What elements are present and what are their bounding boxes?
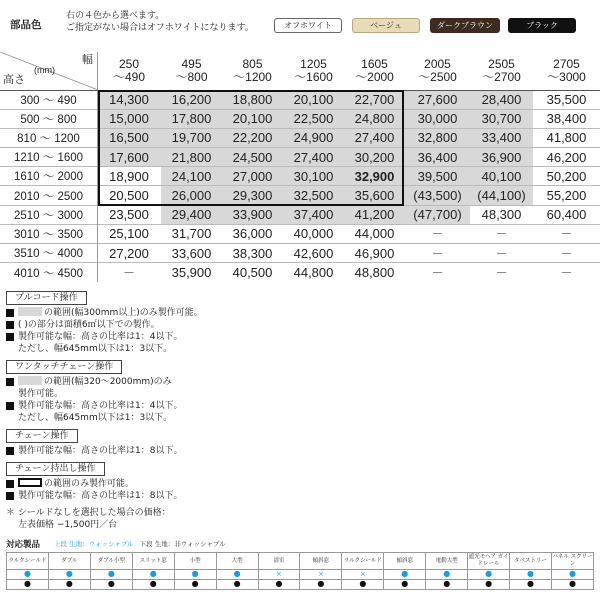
available-mark: ●	[359, 579, 367, 588]
compat-cell	[342, 570, 384, 580]
price-cell: 17,600	[97, 148, 161, 167]
price-cell: 22,200	[222, 128, 283, 147]
bullet-icon	[6, 402, 14, 410]
price-cell: 48,300	[470, 205, 533, 224]
price-cell: 27,400	[344, 128, 405, 147]
price-cell: 29,400	[161, 205, 222, 224]
price-cell: 44,800	[283, 263, 344, 282]
height-range-label: 810 〜 1200	[0, 128, 97, 147]
shield-price-note: 左表価格 −1,500円／台	[18, 520, 118, 530]
price-cell: 55,200	[533, 186, 600, 205]
height-range-label: 1610 〜 2000	[0, 167, 97, 186]
width-from: 2705	[553, 56, 580, 71]
compat-cell	[132, 570, 174, 580]
available-mark: ●	[485, 569, 493, 578]
price-cell: 33,600	[161, 244, 222, 263]
compat-cell	[258, 570, 300, 580]
available-mark: ●	[401, 579, 409, 588]
parts-color-title: 部品色	[10, 19, 42, 31]
price-cell: 35,600	[344, 186, 405, 205]
compat-header-cell: 傾斜窓	[300, 553, 342, 570]
price-cell: 48,800	[344, 263, 405, 282]
width-to: 〜2500	[418, 69, 457, 84]
bullet-icon	[6, 492, 14, 500]
price-cell: 20,100	[283, 90, 344, 109]
width-label: 幅	[82, 54, 93, 66]
price-cell: 36,000	[222, 224, 283, 243]
available-mark: ●	[23, 579, 31, 588]
price-table-body	[0, 90, 600, 282]
compat-legend: 上段 生地：ウォッシャブル 下段 生地：非ウォッシャブル	[54, 540, 226, 548]
available-mark: ●	[275, 579, 283, 588]
price-cell: 32,900	[344, 167, 405, 186]
price-cell: 42,600	[283, 244, 344, 263]
price-table	[0, 52, 600, 282]
price-cell: 20,100	[222, 109, 283, 128]
compat-header-cell: タペストリー	[510, 553, 552, 570]
price-cell: 46,900	[344, 244, 405, 263]
width-header-7	[533, 52, 600, 90]
compat-header-cell: スリット窓	[132, 553, 174, 570]
width-to: 〜490	[112, 69, 146, 84]
table-header-divider	[0, 90, 600, 91]
compat-cell	[90, 580, 132, 590]
price-cell: 20,500	[97, 186, 161, 205]
price-cell: 27,400	[283, 148, 344, 167]
available-mark: ●	[191, 579, 199, 588]
price-cell: 41,200	[344, 205, 405, 224]
height-range-label: 1210 〜 1600	[0, 148, 97, 167]
compat-header-cell: ラルクシールド	[7, 553, 49, 570]
width-header-0	[97, 52, 161, 90]
compat-header-cell: 小型	[174, 553, 216, 570]
height-range-label: 3510 〜 4000	[0, 244, 97, 263]
price-cell: 30,000	[405, 109, 470, 128]
height-range-label: 2010 〜 2500	[0, 186, 97, 205]
price-cell: 36,400	[405, 148, 470, 167]
bullet-icon	[6, 480, 14, 488]
compat-cell	[468, 570, 510, 580]
price-cell: 44,000	[344, 224, 405, 243]
available-mark: ●	[65, 569, 73, 578]
width-from: 2505	[488, 56, 515, 71]
swatch-off-white[interactable]: オフホワイト	[274, 18, 342, 33]
price-cell: 39,500	[405, 167, 470, 186]
width-from: 250	[118, 56, 140, 71]
table-corner	[0, 52, 97, 90]
not-available-mark: ×	[317, 569, 324, 578]
price-cell: 38,400	[533, 109, 600, 128]
width-header-5	[405, 52, 470, 90]
price-cell: 37,400	[283, 205, 344, 224]
price-row	[0, 90, 600, 109]
price-cell: 32,500	[283, 186, 344, 205]
price-row	[0, 224, 600, 243]
width-to: 〜2700	[482, 69, 521, 84]
swatch-beige[interactable]: ベージュ	[352, 18, 420, 33]
price-cell: －	[470, 244, 533, 263]
price-cell: 40,500	[222, 263, 283, 282]
bullet-icon	[6, 321, 14, 329]
unit-label: (mm)	[34, 65, 55, 75]
price-cell: 27,600	[405, 90, 470, 109]
chain-hold-title: チェーン持出し操作	[6, 462, 105, 476]
swatch-black[interactable]: ブラック	[508, 18, 576, 33]
width-header-1	[161, 52, 222, 90]
price-cell: －	[405, 244, 470, 263]
available-mark: ●	[149, 579, 157, 588]
notes-section: プルコード操作 の範囲(幅300mm以上)のみ製作可能。 ( )の部分は面積6㎡以下での製作。 製作可能な幅：高さの比率は1：4以下。 ただし、幅645mm以下は1：3以下。 ワンタッチチェーン操作 の範囲(幅320〜2000mm)のみ 製作可能。 製作可能な幅：高さの比率は1：4以下。 ただし、幅645mm以下は1：3以下。 チェーン操作 製作可能な幅：高さの比率は1：8以下。 チェーン持出し操作 の範囲のみ製作可能。 製作可能な幅：高さの比率は1：8以下。 ＊ シールドなしを選択した場合の価格： 左表価格 −1,500円／台	[6, 291, 306, 531]
compat-washable-row	[7, 570, 594, 580]
grey-range-sample	[18, 307, 42, 316]
available-mark: ●	[527, 579, 535, 588]
compat-cell	[216, 570, 258, 580]
compat-header-cell: 大型	[216, 553, 258, 570]
compat-header-cell: 傾斜窓	[384, 553, 426, 570]
width-header-6	[470, 52, 533, 90]
available-mark: ●	[65, 579, 73, 588]
compat-products-title: 対応製品	[6, 540, 41, 550]
compat-cell	[48, 580, 90, 590]
price-cell: 16,200	[161, 90, 222, 109]
available-mark: ●	[23, 569, 31, 578]
price-cell: 22,500	[283, 109, 344, 128]
compat-header-cell: 遮光モヘア ガイドレール	[468, 553, 510, 570]
price-cell: 30,100	[283, 167, 344, 186]
available-mark: ●	[569, 579, 576, 588]
grey-range-sample	[18, 376, 42, 385]
compat-header-cell: 浴室	[258, 553, 300, 570]
one-touch-chain-title: ワンタッチチェーン操作	[6, 360, 122, 374]
width-to: 〜800	[175, 69, 208, 84]
available-mark: ●	[233, 569, 241, 578]
compat-cell	[426, 570, 468, 580]
price-cell: 31,700	[161, 224, 222, 243]
compat-cell	[300, 580, 342, 590]
width-to: 〜1200	[233, 69, 272, 84]
price-cell: (47,700)	[405, 205, 470, 224]
compat-cell	[510, 570, 552, 580]
price-row	[0, 244, 600, 263]
height-range-label: 2510 〜 3000	[0, 205, 97, 224]
price-cell: 40,100	[470, 167, 533, 186]
price-cell: －	[470, 263, 533, 282]
available-mark: ●	[233, 579, 241, 588]
price-cell: －	[405, 224, 470, 243]
compat-cell	[132, 580, 174, 590]
available-mark: ●	[443, 569, 451, 578]
available-mark: ●	[317, 579, 325, 588]
price-row	[0, 263, 600, 282]
width-to: 〜1600	[294, 69, 333, 84]
price-cell: 24,500	[222, 148, 283, 167]
not-available-mark: ×	[276, 569, 282, 578]
compat-cell	[90, 570, 132, 580]
price-cell: 24,800	[344, 109, 405, 128]
width-header-2	[222, 52, 283, 90]
price-cell: 25,100	[97, 224, 161, 243]
available-mark: ●	[191, 569, 199, 578]
price-row	[0, 128, 600, 147]
price-row	[0, 186, 600, 205]
price-row	[0, 148, 600, 167]
compat-cell	[551, 580, 593, 590]
pull-cord-title: プルコード操作	[6, 291, 87, 305]
price-cell: 28,400	[470, 90, 533, 109]
price-row	[0, 167, 600, 186]
price-cell: 38,300	[222, 244, 283, 263]
bullet-icon	[6, 447, 14, 455]
price-cell: －	[470, 224, 533, 243]
available-mark: ●	[443, 579, 451, 588]
width-header-3	[283, 52, 344, 90]
price-cell: 40,000	[283, 224, 344, 243]
height-range-label: 500 〜 800	[0, 109, 97, 128]
bullet-icon	[6, 333, 14, 341]
price-cell: (43,500)	[405, 186, 470, 205]
price-cell: 35,500	[533, 90, 600, 109]
available-mark: ●	[149, 569, 157, 578]
price-cell: 15,000	[97, 109, 161, 128]
width-header-4	[344, 52, 405, 90]
price-cell: (44,100)	[470, 186, 533, 205]
price-cell: 35,900	[161, 263, 222, 282]
available-mark: ●	[107, 569, 115, 578]
height-range-label: 4010 〜 4500	[0, 263, 97, 282]
compat-cell	[342, 580, 384, 590]
compat-cell	[216, 580, 258, 590]
price-cell: 50,200	[533, 167, 600, 186]
compat-header-cell: ダブル	[48, 553, 90, 570]
parts-color-note: 右の４色から選べます。 ご指定がない場合はオフホワイトになります。	[66, 11, 254, 33]
width-to: 〜2000	[355, 69, 394, 84]
price-cell: 46,200	[533, 148, 600, 167]
price-cell: 21,800	[161, 148, 222, 167]
height-range-label: 300 〜 490	[0, 90, 97, 109]
price-cell: 27,200	[97, 244, 161, 263]
price-cell: 22,700	[344, 90, 405, 109]
compat-non-washable-row	[7, 580, 594, 590]
width-from: 1205	[300, 56, 327, 71]
compat-cell	[426, 580, 468, 590]
price-cell: 24,900	[283, 128, 344, 147]
bullet-icon	[6, 309, 14, 317]
not-available-mark: ×	[359, 569, 366, 578]
compat-header-cell: 電動大型	[426, 553, 468, 570]
compat-cell	[468, 580, 510, 590]
price-cell: 16,500	[97, 128, 161, 147]
shield-note: ＊ シールドなしを選択した場合の価格：	[6, 508, 171, 518]
swatch-dark-brown[interactable]: ダークブラウン	[430, 18, 500, 33]
price-cell: 23,500	[97, 205, 161, 224]
compat-cell	[7, 580, 49, 590]
parts-color-section	[6, 6, 594, 46]
price-cell: 17,800	[161, 109, 222, 128]
compat-header-cell: ラルクシールド	[342, 553, 384, 570]
outline-range-sample	[18, 478, 42, 487]
table-vertical-divider	[97, 52, 98, 282]
compat-cell	[258, 580, 300, 590]
price-row	[0, 109, 600, 128]
width-from: 805	[242, 56, 263, 71]
price-cell: 18,800	[222, 90, 283, 109]
height-label: 高さ	[3, 73, 25, 86]
compat-cell	[384, 580, 426, 590]
compat-header-row	[7, 553, 594, 570]
price-cell: －	[533, 263, 600, 282]
width-from: 495	[181, 56, 202, 71]
bullet-icon	[6, 378, 14, 386]
price-cell: －	[533, 224, 600, 243]
chain-title: チェーン操作	[6, 429, 78, 443]
price-cell: 30,700	[470, 109, 533, 128]
price-cell: 29,300	[222, 186, 283, 205]
price-cell: 32,800	[405, 128, 470, 147]
width-to: 〜3000	[547, 69, 586, 84]
available-mark: ●	[401, 569, 409, 578]
price-cell: －	[405, 263, 470, 282]
price-cell: 14,300	[97, 90, 161, 109]
compat-header-cell: ダブル小型	[90, 553, 132, 570]
price-cell: 27,000	[222, 167, 283, 186]
width-from: 2005	[424, 56, 451, 71]
width-header-row	[0, 52, 600, 90]
price-cell: 33,900	[222, 205, 283, 224]
price-cell: 26,000	[161, 186, 222, 205]
height-range-label: 3010 〜 3500	[0, 224, 97, 243]
compat-header-cell: パネル スクリーン	[551, 553, 593, 570]
price-cell: 19,700	[161, 128, 222, 147]
price-cell: 33,400	[470, 128, 533, 147]
compat-cell	[551, 570, 593, 580]
compat-cell	[174, 580, 216, 590]
available-mark: ●	[107, 579, 115, 588]
price-cell: －	[533, 244, 600, 263]
price-cell: 30,200	[344, 148, 405, 167]
width-from: 1605	[361, 56, 388, 71]
price-row	[0, 205, 600, 224]
compat-cell	[300, 570, 342, 580]
price-cell: 24,100	[161, 167, 222, 186]
compat-cell	[510, 580, 552, 590]
available-mark: ●	[485, 579, 493, 588]
price-cell: 36,900	[470, 148, 533, 167]
available-mark: ●	[569, 569, 576, 578]
compat-cell	[384, 570, 426, 580]
compat-cell	[174, 570, 216, 580]
price-cell: 41,800	[533, 128, 600, 147]
available-mark: ●	[527, 569, 535, 578]
compat-products-table	[6, 552, 594, 590]
compat-cell	[7, 570, 49, 580]
price-cell: －	[97, 263, 161, 282]
compat-cell	[48, 570, 90, 580]
price-cell: 60,400	[533, 205, 600, 224]
price-cell: 18,900	[97, 167, 161, 186]
